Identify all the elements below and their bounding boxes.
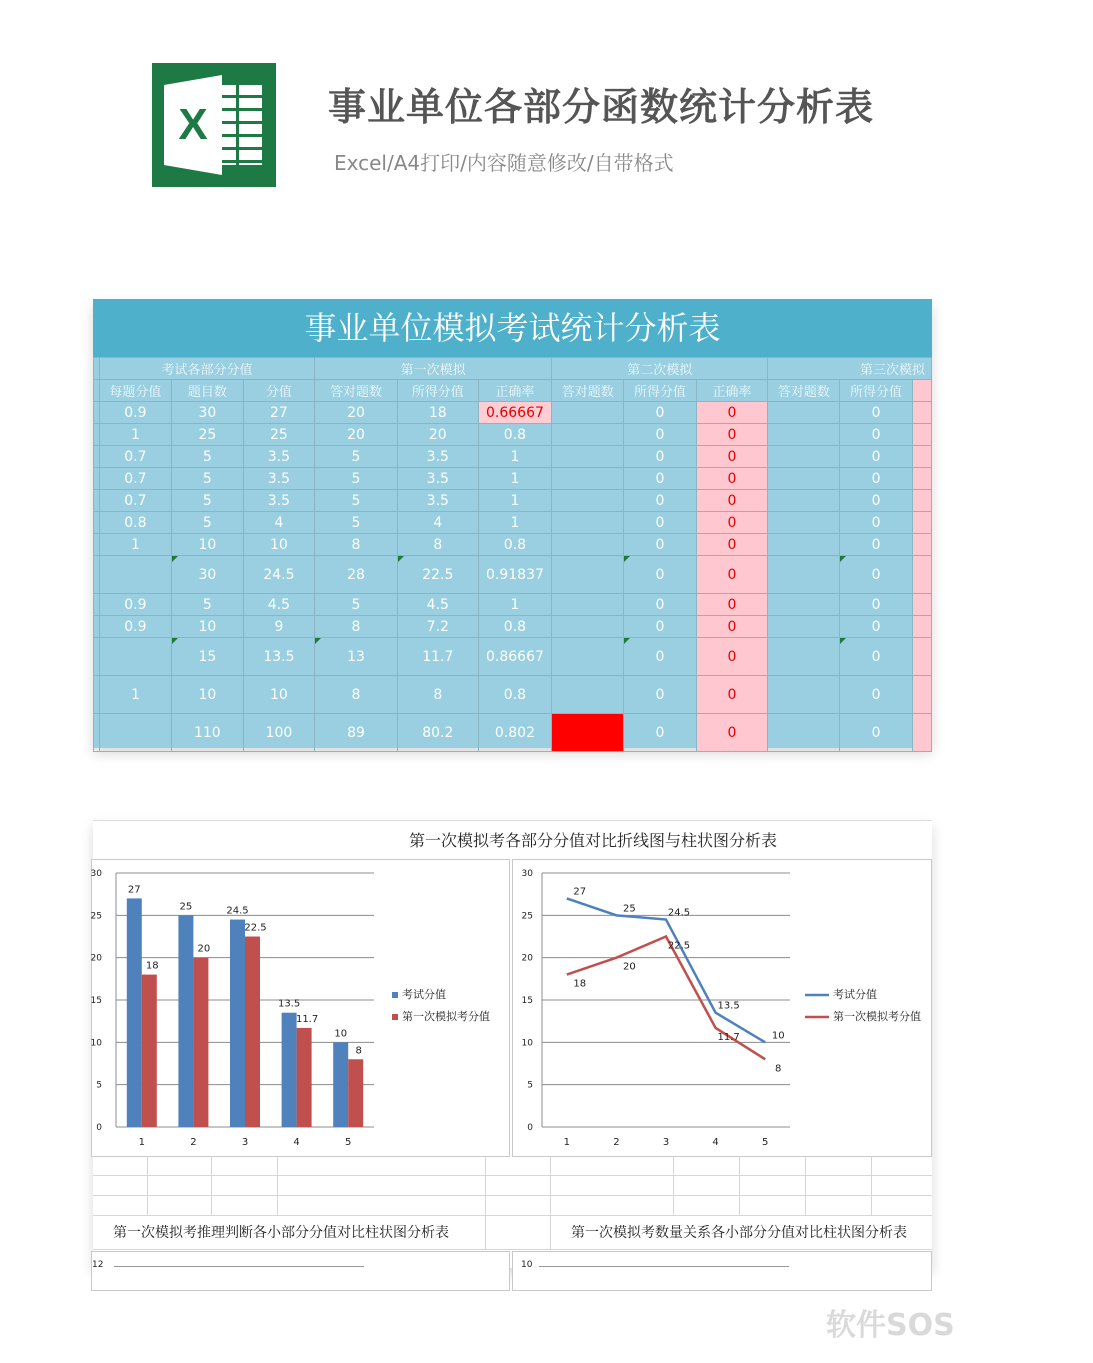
data-label: 18 — [145, 960, 159, 972]
data-label: 18 — [573, 978, 587, 990]
table-cell[interactable]: 4.5 — [243, 594, 314, 616]
legend-swatch — [392, 1014, 398, 1020]
table-cell[interactable]: 4 — [397, 512, 478, 534]
x-tick-label: 4 — [293, 1137, 300, 1148]
table-cell[interactable]: 13.5 — [243, 638, 314, 676]
data-label: 20 — [623, 961, 636, 973]
cell-gridline — [673, 1157, 674, 1215]
cell-gridline — [93, 1175, 932, 1176]
table-row — [94, 512, 932, 534]
axis-tick-label: 12 — [92, 1260, 104, 1270]
table-cell[interactable]: 0 — [840, 638, 912, 676]
table-cell[interactable]: 0 — [696, 446, 768, 468]
table-cell[interactable]: 89 — [315, 714, 398, 752]
cell-gridline — [739, 1157, 740, 1215]
x-tick-label: 1 — [138, 1137, 145, 1148]
table-cell[interactable]: 5 — [172, 512, 244, 534]
table-cell[interactable]: 1 — [99, 424, 171, 446]
data-label: 11.7 — [717, 1031, 740, 1043]
data-label: 22.5 — [667, 940, 691, 952]
table-cell[interactable] — [552, 616, 624, 638]
bar-chart — [92, 860, 511, 1158]
page-title: 事业单位各部分函数统计分析表 — [328, 85, 875, 129]
cell-gridline — [93, 1195, 932, 1196]
bar — [230, 920, 245, 1127]
table-cell[interactable]: 0.8 — [99, 512, 171, 534]
table-cell[interactable] — [912, 616, 931, 638]
table-cell[interactable]: 30 — [172, 556, 244, 594]
y-tick-label: 25 — [521, 911, 533, 922]
table-cell[interactable]: 0 — [624, 594, 696, 616]
table-cell[interactable]: 0 — [840, 616, 912, 638]
table-cell[interactable]: 0 — [840, 556, 912, 594]
table-cell[interactable] — [552, 468, 624, 490]
cell-gridline — [805, 1157, 806, 1215]
table-cell[interactable]: 0.8 — [478, 616, 551, 638]
legend-swatch — [392, 992, 398, 998]
table-cell[interactable]: 4 — [243, 512, 314, 534]
logo-letter: X — [178, 100, 208, 149]
statistics-sheet — [93, 299, 932, 748]
table-cell[interactable] — [552, 594, 624, 616]
table-cell[interactable] — [912, 714, 931, 752]
group-header[interactable]: 第一次模拟 — [315, 358, 552, 380]
cell-gridline — [147, 1157, 148, 1215]
table-cell[interactable]: 0 — [696, 512, 768, 534]
table-cell[interactable]: 1 — [478, 490, 551, 512]
sub-chart-title-right: 第一次模拟考数量关系各小部分分值对比柱状图分析表 — [571, 1225, 907, 1241]
table-cell[interactable] — [552, 424, 624, 446]
group-header[interactable]: 考试各部分分值 — [99, 358, 314, 380]
table-cell[interactable]: 28 — [315, 556, 398, 594]
y-tick-label: 15 — [521, 996, 533, 1006]
column-header[interactable]: 所得分值 — [397, 380, 478, 402]
bar — [297, 1028, 312, 1127]
table-cell[interactable] — [912, 556, 931, 594]
table-cell[interactable] — [552, 512, 624, 534]
table-cell[interactable]: 10 — [243, 534, 314, 556]
column-header[interactable] — [912, 380, 931, 402]
table-cell[interactable]: 1 — [478, 512, 551, 534]
x-tick-label: 1 — [563, 1137, 570, 1148]
y-tick-label: 0 — [527, 1123, 533, 1133]
table-row — [94, 534, 932, 556]
table-cell[interactable]: 0 — [624, 676, 696, 714]
y-tick-label: 5 — [527, 1080, 533, 1091]
table-cell[interactable]: 0.7 — [99, 468, 171, 490]
table-cell[interactable]: 20 — [397, 424, 478, 446]
table-row — [94, 468, 932, 490]
spreadsheet-grid-icon — [216, 85, 262, 165]
gridline — [539, 1266, 789, 1267]
bar — [245, 937, 260, 1128]
table-cell[interactable]: 10 — [243, 676, 314, 714]
column-header[interactable]: 分值 — [243, 380, 314, 402]
cell-gridline — [93, 1249, 932, 1250]
table-cell[interactable]: 8 — [315, 534, 398, 556]
table-cell[interactable] — [768, 616, 840, 638]
table-cell[interactable]: 0.7 — [99, 490, 171, 512]
cell-gridline — [277, 1157, 278, 1215]
data-label: 22.5 — [244, 922, 267, 934]
table-cell[interactable]: 20 — [315, 424, 398, 446]
x-tick-label: 2 — [190, 1137, 197, 1148]
data-label: 27 — [127, 884, 141, 896]
y-tick-label: 25 — [90, 911, 102, 922]
table-cell[interactable]: 0.8 — [478, 676, 551, 714]
bar — [348, 1059, 363, 1127]
table-cell[interactable]: 0.8 — [478, 424, 551, 446]
table-cell[interactable]: 0 — [840, 594, 912, 616]
y-tick-label: 30 — [90, 869, 102, 879]
table-cell[interactable]: 8 — [315, 676, 398, 714]
table-cell[interactable] — [912, 512, 931, 534]
table-cell[interactable] — [552, 534, 624, 556]
table-cell[interactable]: 0 — [840, 714, 912, 752]
y-tick-label: 0 — [96, 1123, 102, 1133]
table-cell[interactable]: 3.5 — [243, 490, 314, 512]
table-cell[interactable]: 5 — [315, 446, 398, 468]
table-cell[interactable]: 0 — [696, 490, 768, 512]
table-cell[interactable]: 11.7 — [397, 638, 478, 676]
bar — [193, 958, 208, 1127]
table-cell[interactable] — [768, 446, 840, 468]
table-cell[interactable]: 0.9 — [99, 616, 171, 638]
line-chart — [513, 860, 933, 1158]
table-cell[interactable]: 0 — [840, 534, 912, 556]
data-label: 13.5 — [717, 1000, 740, 1012]
legend-label: 第一次模拟考分值 — [833, 1010, 921, 1023]
table-cell[interactable]: 0 — [840, 512, 912, 534]
series-line — [567, 898, 765, 1042]
table-cell[interactable] — [768, 424, 840, 446]
table-cell[interactable]: 9 — [243, 616, 314, 638]
table-cell[interactable] — [912, 638, 931, 676]
table-cell[interactable] — [912, 594, 931, 616]
table-cell[interactable] — [552, 490, 624, 512]
table-cell[interactable]: 1 — [478, 594, 551, 616]
cell-gridline — [211, 1157, 212, 1215]
x-tick-label: 3 — [662, 1137, 670, 1148]
table-cell[interactable] — [768, 402, 840, 424]
table-cell[interactable]: 0 — [624, 714, 696, 752]
y-tick-label: 30 — [521, 869, 533, 879]
table-cell[interactable]: 0 — [696, 468, 768, 490]
cell-gridline — [871, 1157, 872, 1215]
table-cell[interactable] — [768, 638, 840, 676]
table-cell[interactable] — [552, 676, 624, 714]
table-cell[interactable] — [768, 556, 840, 594]
column-header[interactable]: 答对题数 — [768, 380, 840, 402]
table-cell[interactable]: 0 — [696, 594, 768, 616]
table-cell[interactable]: 3.5 — [243, 468, 314, 490]
column-header[interactable]: 答对题数 — [315, 380, 398, 402]
cell-gridline — [93, 1215, 932, 1216]
table-cell[interactable]: 0 — [840, 468, 912, 490]
table-cell[interactable]: 0 — [696, 638, 768, 676]
table-cell[interactable]: 18 — [397, 402, 478, 424]
bar — [282, 1013, 297, 1127]
table-cell[interactable]: 4.5 — [397, 594, 478, 616]
table-cell[interactable] — [912, 534, 931, 556]
y-tick-label: 10 — [521, 1038, 533, 1049]
table-cell[interactable]: 7.2 — [397, 616, 478, 638]
table-cell[interactable]: 0 — [696, 676, 768, 714]
table-cell[interactable]: 25 — [243, 424, 314, 446]
table-cell[interactable]: 0 — [624, 446, 696, 468]
table-row — [94, 616, 932, 638]
table-cell[interactable]: 110 — [172, 714, 244, 752]
table-cell[interactable] — [912, 424, 931, 446]
table-row — [94, 676, 932, 714]
data-label: 8 — [355, 1045, 362, 1057]
table-cell[interactable]: 0.66667 — [478, 402, 551, 424]
bar — [142, 975, 157, 1127]
table-cell[interactable] — [912, 676, 931, 714]
column-header[interactable]: 所得分值 — [840, 380, 912, 402]
table-cell[interactable]: 10 — [172, 676, 244, 714]
legend-label: 考试分值 — [833, 988, 877, 1001]
statistics-table — [93, 357, 932, 752]
table-cell[interactable]: 0.802 — [478, 714, 551, 752]
table-cell[interactable]: 5 — [172, 490, 244, 512]
table-cell[interactable] — [768, 534, 840, 556]
table-row — [94, 424, 932, 446]
table-cell[interactable]: 0 — [696, 616, 768, 638]
cell-gridline — [550, 1157, 551, 1249]
table-cell[interactable]: 20 — [315, 402, 398, 424]
table-cell[interactable]: 0.8 — [478, 534, 551, 556]
table-cell[interactable]: 100 — [243, 714, 314, 752]
gridline — [114, 1266, 364, 1267]
table-cell[interactable] — [552, 402, 624, 424]
chart-sheet-title: 第一次模拟考各部分分值对比折线图与柱状图分析表 — [408, 831, 777, 850]
excel-logo-icon — [152, 63, 276, 187]
table-cell[interactable] — [768, 490, 840, 512]
table-cell[interactable]: 0.9 — [99, 594, 171, 616]
table-cell[interactable]: 5 — [172, 468, 244, 490]
table-cell[interactable]: 10 — [172, 616, 244, 638]
table-cell[interactable] — [99, 714, 171, 752]
page-subtitle: Excel/A4打印/内容随意修改/自带格式 — [334, 151, 674, 175]
table-cell[interactable]: 0 — [624, 638, 696, 676]
table-cell[interactable]: 1 — [478, 446, 551, 468]
x-tick-label: 3 — [241, 1137, 249, 1148]
table-cell[interactable] — [768, 468, 840, 490]
table-cell[interactable]: 0 — [696, 714, 768, 752]
sheet-title: 事业单位模拟考试统计分析表 — [93, 299, 932, 357]
column-header[interactable]: 答对题数 — [552, 380, 624, 402]
table-cell[interactable] — [912, 402, 931, 424]
bar-chart-panel[interactable] — [91, 859, 510, 1157]
table-cell[interactable]: 0.86667 — [478, 638, 551, 676]
table-cell[interactable]: 27 — [243, 402, 314, 424]
table-cell[interactable]: 24.5 — [243, 556, 314, 594]
table-cell[interactable]: 0 — [696, 556, 768, 594]
table-cell[interactable] — [552, 446, 624, 468]
data-label: 10 — [771, 1030, 785, 1042]
table-cell[interactable]: 5 — [315, 512, 398, 534]
data-label: 11.7 — [295, 1013, 319, 1025]
data-label: 8 — [775, 1063, 782, 1075]
column-header[interactable]: 所得分值 — [624, 380, 696, 402]
data-label: 27 — [573, 886, 587, 898]
table-cell[interactable]: 0 — [624, 556, 696, 594]
table-cell[interactable]: 3.5 — [243, 446, 314, 468]
table-cell[interactable] — [768, 594, 840, 616]
table-cell[interactable]: 15 — [172, 638, 244, 676]
y-tick-label: 10 — [90, 1038, 102, 1049]
table-cell[interactable] — [912, 490, 931, 512]
table-cell[interactable] — [768, 512, 840, 534]
table-cell[interactable]: 0 — [696, 534, 768, 556]
y-tick-label: 15 — [90, 996, 102, 1006]
x-tick-label: 2 — [613, 1137, 620, 1148]
table-cell[interactable]: 8 — [397, 534, 478, 556]
column-header[interactable]: 正确率 — [478, 380, 551, 402]
table-cell[interactable]: 0 — [840, 490, 912, 512]
table-row — [94, 490, 932, 512]
legend-label: 考试分值 — [402, 988, 446, 1001]
table-cell[interactable]: 13 — [315, 638, 398, 676]
x-tick-label: 4 — [712, 1137, 719, 1148]
table-cell[interactable]: 0 — [624, 424, 696, 446]
table-cell[interactable]: 3.5 — [397, 446, 478, 468]
table-row — [94, 714, 932, 752]
table-cell[interactable] — [768, 714, 840, 752]
bar — [333, 1042, 348, 1127]
axis-tick-label: 10 — [521, 1260, 533, 1270]
bar — [178, 915, 193, 1127]
table-cell[interactable]: 80.2 — [397, 714, 478, 752]
table-cell[interactable] — [552, 556, 624, 594]
table-cell[interactable]: 1 — [478, 468, 551, 490]
table-cell[interactable]: 0.91837 — [478, 556, 551, 594]
table-cell[interactable]: 5 — [172, 594, 244, 616]
table-row — [94, 594, 932, 616]
table-cell[interactable]: 3.5 — [397, 468, 478, 490]
column-header[interactable]: 每题分值 — [99, 380, 171, 402]
data-label: 10 — [334, 1028, 348, 1040]
bar — [127, 898, 142, 1127]
table-cell[interactable]: 0 — [840, 446, 912, 468]
table-cell[interactable]: 1 — [99, 534, 171, 556]
data-label: 25 — [623, 903, 636, 915]
table-cell[interactable]: 5 — [315, 468, 398, 490]
table-cell[interactable] — [912, 446, 931, 468]
table-cell[interactable]: 0 — [840, 676, 912, 714]
column-header[interactable]: 题目数 — [172, 380, 244, 402]
table-cell[interactable]: 8 — [397, 676, 478, 714]
table-cell[interactable]: 0 — [624, 490, 696, 512]
table-cell[interactable]: 5 — [172, 446, 244, 468]
table-cell[interactable] — [99, 638, 171, 676]
group-header[interactable]: 第二次模拟 — [552, 358, 768, 380]
table-cell[interactable]: 0 — [624, 512, 696, 534]
table-cell[interactable]: 22.5 — [397, 556, 478, 594]
table-row — [94, 446, 932, 468]
table-cell[interactable]: 10 — [172, 534, 244, 556]
watermark: 软件SOS — [826, 1308, 955, 1343]
table-cell[interactable]: 0 — [840, 424, 912, 446]
data-label: 20 — [197, 943, 211, 955]
table-cell[interactable]: 8 — [315, 616, 398, 638]
legend-label: 第一次模拟考分值 — [402, 1010, 490, 1023]
table-cell[interactable] — [552, 638, 624, 676]
y-tick-label: 5 — [96, 1080, 102, 1091]
table-cell[interactable]: 0 — [840, 402, 912, 424]
data-label: 25 — [179, 901, 193, 913]
table-cell[interactable]: 0 — [624, 534, 696, 556]
table-cell[interactable]: 0 — [696, 402, 768, 424]
x-tick-label: 5 — [345, 1137, 352, 1148]
sub-chart-right-panel[interactable] — [512, 1251, 932, 1291]
table-cell[interactable] — [768, 676, 840, 714]
x-tick-label: 5 — [762, 1137, 769, 1148]
table-cell[interactable]: 1 — [99, 676, 171, 714]
table-row — [94, 638, 932, 676]
line-chart-panel[interactable] — [512, 859, 932, 1157]
y-tick-label: 20 — [521, 953, 533, 964]
table-cell[interactable]: 5 — [315, 490, 398, 512]
table-row — [94, 402, 932, 424]
table-cell[interactable]: 0 — [624, 402, 696, 424]
sub-chart-left-panel[interactable] — [91, 1251, 510, 1291]
table-cell[interactable]: 0.9 — [99, 402, 171, 424]
data-label: 24.5 — [226, 905, 249, 917]
chart-sheet — [90, 820, 932, 1270]
table-cell[interactable] — [912, 468, 931, 490]
table-cell[interactable]: 30 — [172, 402, 244, 424]
table-row — [94, 556, 932, 594]
table-cell[interactable]: 0 — [624, 468, 696, 490]
sub-chart-title-left: 第一次模拟考推理判断各小部分分值对比柱状图分析表 — [113, 1225, 449, 1241]
data-label: 13.5 — [277, 998, 301, 1010]
group-header[interactable]: 第三次模拟 — [768, 358, 932, 380]
table-cell[interactable]: 0 — [696, 424, 768, 446]
table-cell[interactable]: 25 — [172, 424, 244, 446]
table-cell[interactable] — [99, 556, 171, 594]
table-cell[interactable]: 5 — [315, 594, 398, 616]
cell-gridline — [485, 1157, 486, 1249]
table-cell[interactable]: 3.5 — [397, 490, 478, 512]
column-header[interactable]: 正确率 — [696, 380, 768, 402]
table-cell[interactable]: 0.7 — [99, 446, 171, 468]
table-cell[interactable]: 0 — [624, 616, 696, 638]
data-label: 24.5 — [667, 907, 691, 919]
table-cell[interactable] — [552, 714, 624, 752]
y-tick-label: 20 — [90, 953, 102, 964]
